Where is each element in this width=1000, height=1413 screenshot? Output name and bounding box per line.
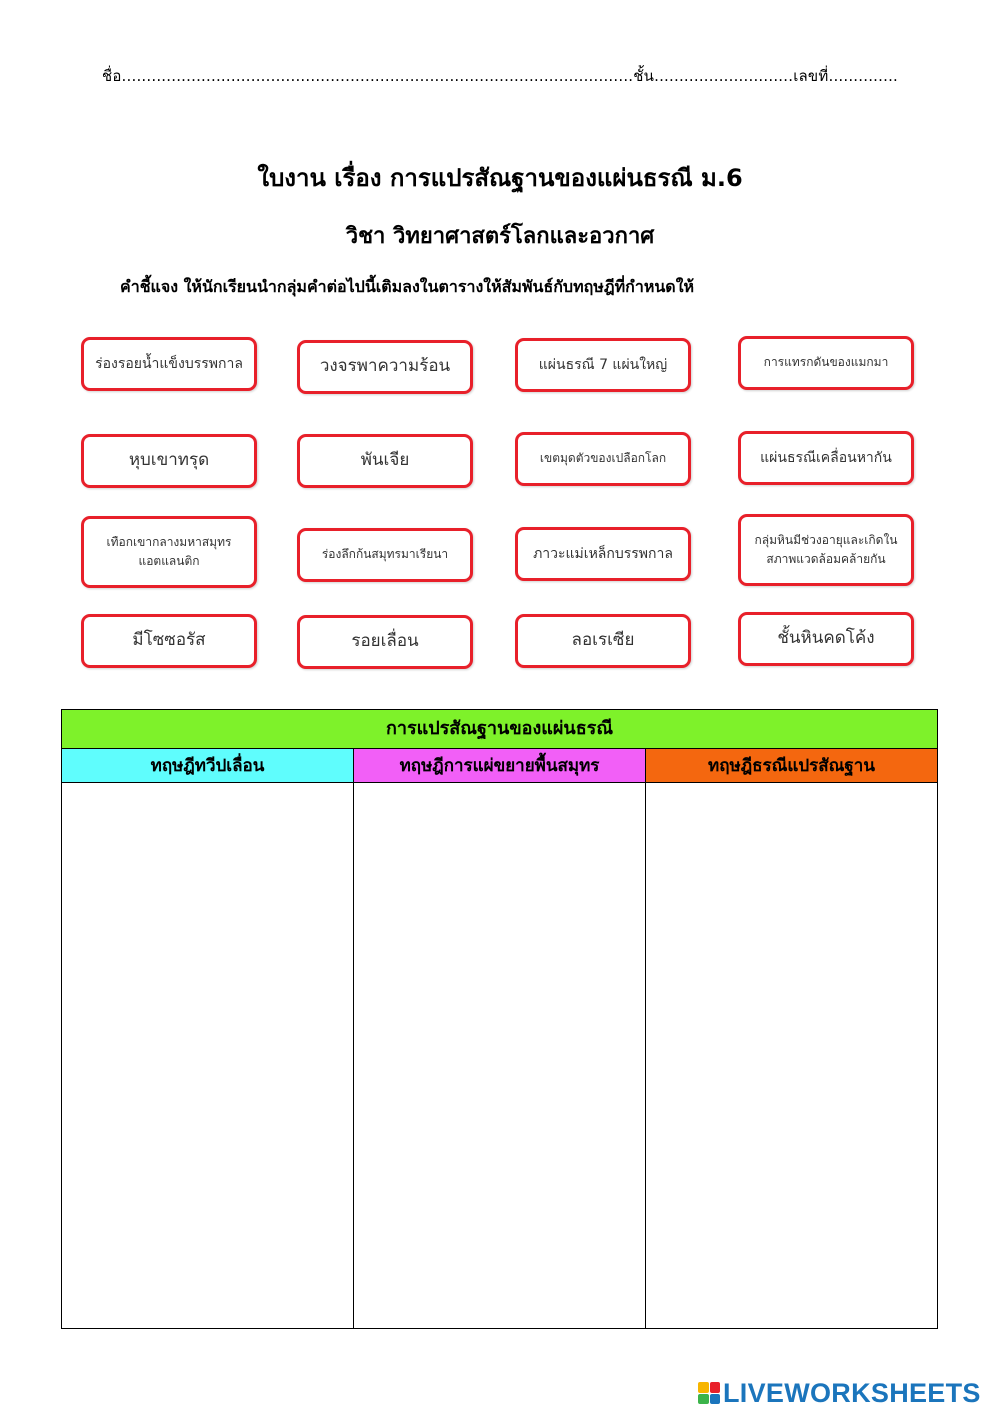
liveworksheets-logo	[698, 1378, 981, 1408]
drop-zone-seafloor-spreading[interactable]	[354, 783, 646, 1328]
worksheet-title: ใบงาน เรื่อง การแปรสัณฐานของแผ่นธรณี ม.6	[257, 164, 743, 192]
draggable-word-card[interactable]: หุบเขาทรุด	[81, 434, 257, 488]
draggable-word-card[interactable]: ลอเรเซีย	[515, 614, 691, 668]
column-header-seafloor-spreading: ทฤษฎีการแผ่ขยายพื้นสมุทร	[354, 749, 646, 783]
draggable-word-card[interactable]: เทือกเขากลางมหาสมุทรแอตแลนติก	[81, 516, 257, 588]
draggable-word-card[interactable]: พันเจีย	[297, 434, 473, 488]
draggable-word-card[interactable]: กลุ่มหินมีช่วงอายุและเกิดในสภาพแวดล้อมคล้ายกัน	[738, 514, 914, 586]
worksheet-subtitle: วิชา วิทยาศาสตร์โลกและอวกาศ	[345, 224, 655, 249]
draggable-word-card[interactable]: การแทรกดันของแมกมา	[738, 336, 914, 390]
student-info-line: ชื่อ.......................................................................................................ชั้น............................เลขที่..............	[101, 67, 899, 85]
drop-zone-plate-tectonics[interactable]	[646, 783, 937, 1328]
column-header-continental-drift: ทฤษฎีทวีปเลื่อน	[62, 749, 354, 783]
drop-zone-continental-drift[interactable]	[62, 783, 354, 1328]
draggable-word-card[interactable]: ชั้นหินคดโค้ง	[738, 612, 914, 666]
draggable-word-card[interactable]: แผ่นธรณีเคลื่อนหากัน	[738, 431, 914, 485]
column-header-plate-tectonics: ทฤษฎีธรณีแปรสัณฐาน	[646, 749, 937, 783]
draggable-word-card[interactable]: แผ่นธรณี 7 แผ่นใหญ่	[515, 338, 691, 392]
draggable-word-card[interactable]: เขตมุดตัวของเปลือกโลก	[515, 432, 691, 486]
draggable-word-card[interactable]: ภาวะแม่เหล็กบรรพกาล	[515, 527, 691, 581]
sorting-table	[61, 709, 938, 1329]
logo-mark-icon	[698, 1382, 720, 1404]
draggable-word-card[interactable]: วงจรพาความร้อน	[297, 340, 473, 394]
draggable-word-card[interactable]: ร่องลึกก้นสมุทรมาเรียนา	[297, 528, 473, 582]
table-title: การแปรสัณฐานของแผ่นธรณี	[62, 710, 937, 749]
instruction-text: คำชี้แจง ให้นักเรียนนำกลุ่มคำต่อไปนี้เติมลงในตารางให้สัมพันธ์กับทฤษฎีที่กำหนดให้	[120, 277, 695, 296]
draggable-word-card[interactable]: มีโซซอรัส	[81, 614, 257, 668]
draggable-word-card[interactable]: รอยเลื่อน	[297, 615, 473, 669]
logo-text: LIVEWORKSHEETS	[723, 1377, 981, 1408]
draggable-word-card[interactable]: ร่องรอยน้ำแข็งบรรพกาล	[81, 337, 257, 391]
